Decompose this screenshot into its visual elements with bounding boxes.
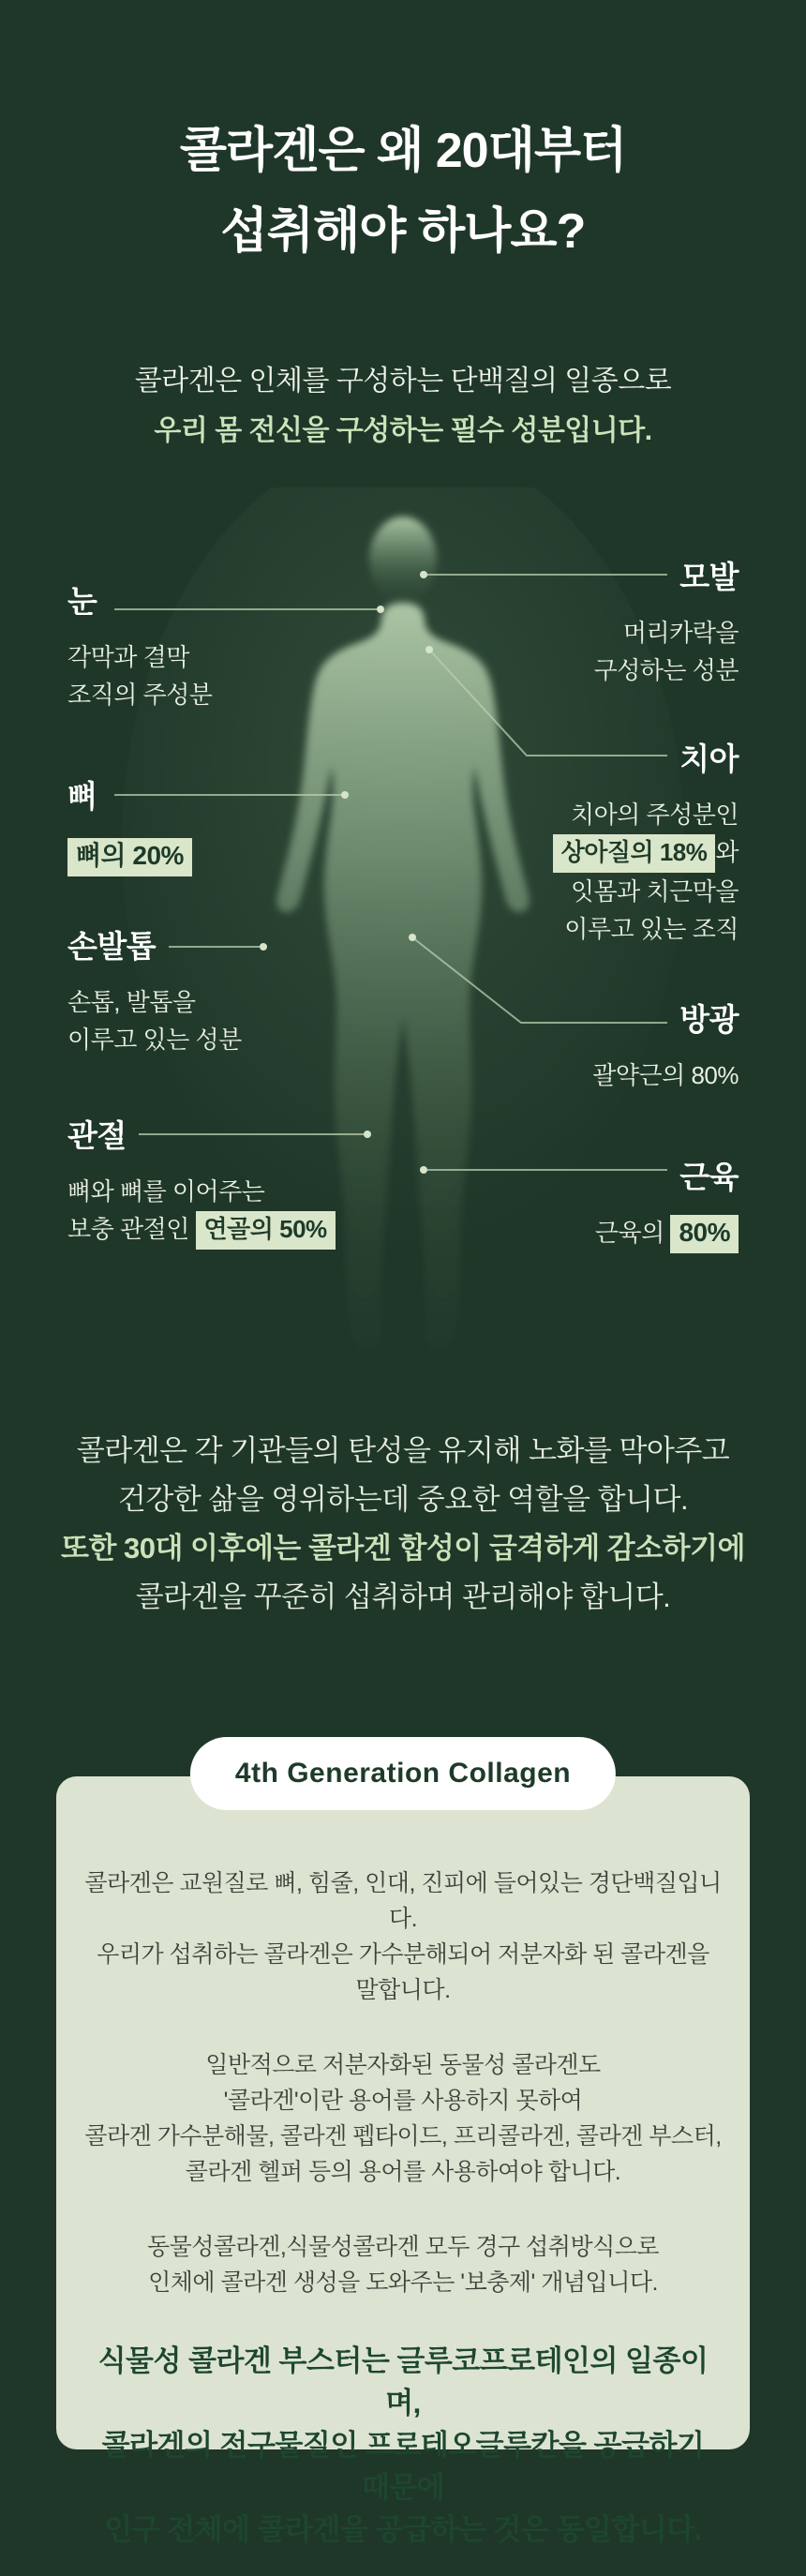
organ-desc-teeth [553, 796, 739, 948]
card-p2-line1: 일반적으로 저분자화된 동물성 콜라겐도 [205, 2052, 601, 2078]
organ-label-bone [67, 772, 192, 876]
organ-label-eye [67, 577, 212, 713]
organ-desc-eye-line1: 각막과 결막 [67, 643, 189, 671]
organ-desc-nails-line2: 이루고 있는 성분 [67, 1026, 242, 1054]
generation-badge: 4th Generation Collagen [190, 1737, 616, 1810]
card-p1-line2: 우리가 섭취하는 콜라겐은 가수분해되어 저분자화 된 콜라겐을 말합니다. [97, 1941, 709, 2003]
connector-dot-hair [420, 571, 427, 578]
organ-desc-hair-line1: 머리카락을 [622, 619, 739, 647]
highlight-chip-teeth: 상아질의 18% [553, 834, 716, 873]
page-subtitle [0, 356, 806, 456]
organ-title-bone: 뼈 [67, 779, 97, 814]
card-p2-line2: '콜라겐'이란 용어를 사용하지 못하여 [223, 2088, 583, 2114]
card-p3-line2: 인체에 콜라겐 생성을 도와주는 '보충제' 개념입니다. [148, 2269, 658, 2296]
organ-desc-teeth-line4: 이루고 있는 조직 [564, 915, 739, 943]
mid-paragraph-line2: 건강한 삶을 영위하는데 중요한 역할을 합니다. [117, 1483, 689, 1516]
connector-dot-bladder [409, 934, 416, 941]
organ-title-hair: 모발 [679, 560, 739, 594]
organ-label-nails [67, 922, 242, 1058]
card-p3-line1: 동물성콜라겐,식물성콜라겐 모두 경구 섭취방식으로 [146, 2234, 660, 2260]
organ-title-bladder: 방광 [679, 1002, 739, 1037]
card-p2-line3: 콜라겐 가수분해물, 콜라겐 펩타이드, 프리콜라겐, 콜라겐 부스터, [84, 2123, 722, 2149]
organ-desc-muscle [595, 1214, 739, 1253]
page-title-line1: 콜라겐은 왜 20대부터 [179, 124, 627, 178]
organ-desc-nails [67, 983, 242, 1058]
organ-desc-muscle-line1 [595, 1214, 739, 1253]
card-paragraph-1 [84, 1865, 722, 2008]
mid-paragraph-line1: 콜라겐은 각 기관들의 탄성을 유지해 노화를 막아주고 [76, 1434, 730, 1467]
organ-desc-muscle-prefix: 근육의 [594, 1219, 671, 1247]
highlight-chip-muscle: 80% [670, 1215, 739, 1253]
organ-desc-joint-line2 [67, 1210, 336, 1250]
organ-label-muscle [595, 1153, 739, 1253]
card-paragraph-2 [84, 2047, 722, 2190]
organ-title-joint: 관절 [67, 1118, 127, 1153]
page-title-line2: 섭취해야 하나요? [220, 204, 586, 259]
organ-desc-bladder-line1: 괄약근의 80% [592, 1061, 739, 1089]
card-p4-line1: 식물성 콜라겐 부스터는 글루코프로테인의 일종이며, [97, 2344, 709, 2419]
card-paragraph-3 [84, 2229, 722, 2300]
organ-desc-teeth-line1: 치아의 주성분인 [570, 801, 739, 829]
card-p1-line1: 콜라겐은 교원질로 뼈, 힘줄, 인대, 진피에 들어있는 경단백질입니다. [84, 1870, 722, 1932]
organ-title-muscle: 근육 [679, 1160, 739, 1194]
organ-title-teeth: 치아 [679, 741, 739, 776]
connector-dot-eye [377, 606, 384, 613]
organ-desc-joint-prefix: 보충 관절인 [67, 1215, 196, 1243]
card-p2-line4: 콜라겐 헬퍼 등의 용어를 사용하여야 합니다. [185, 2159, 621, 2185]
organ-label-bladder [592, 996, 739, 1094]
organ-desc-teeth-suffix: 와 [715, 838, 739, 866]
organ-desc-teeth-line2 [553, 833, 739, 873]
connector-dot-teeth [425, 646, 433, 653]
mid-paragraph-line3: 또한 30대 이후에는 콜라겐 합성이 급격하게 감소하기에 [61, 1532, 745, 1565]
organ-desc-joint [67, 1173, 336, 1250]
mid-paragraph [0, 1427, 806, 1622]
organ-desc-teeth-line3: 잇몸과 치근막을 [570, 877, 739, 906]
page-subtitle-line1: 콜라겐은 인체를 구성하는 단백질의 일종으로 [134, 366, 672, 397]
page-subtitle-line2: 우리 몸 전신을 구성하는 필수 성분입니다. [154, 415, 652, 446]
organ-label-teeth [553, 735, 739, 948]
mid-paragraph-line4: 콜라겐을 꾸준히 섭취하며 관리해야 합니다. [135, 1580, 671, 1613]
highlight-chip-bone: 뼈의 20% [67, 838, 192, 876]
organ-title-nails: 손발톱 [67, 929, 157, 964]
card-p4-line3: 인구 전체에 콜라겐을 공급하는 것은 동일합니다. [104, 2513, 702, 2546]
organ-desc-eye-line2: 조직의 주성분 [67, 681, 213, 709]
organ-desc-bladder [592, 1056, 739, 1094]
collagen-info-card [56, 1776, 750, 2546]
organ-desc-hair [594, 614, 739, 689]
organ-desc-nails-line1: 손톱, 발톱을 [67, 988, 196, 1016]
organ-label-hair [594, 553, 739, 689]
connector-dot-muscle [420, 1166, 427, 1174]
card-p4-line2: 콜라겐의 전구물질인 프로테오글루칸을 공급하기 때문에 [101, 2429, 705, 2504]
connector-dot-joint [364, 1131, 371, 1138]
connector-dot-bone [341, 791, 349, 799]
highlight-chip-joint: 연골의 50% [196, 1211, 336, 1250]
card-paragraph-4 [84, 2340, 722, 2551]
organ-title-eye: 눈 [67, 584, 97, 619]
organ-desc-bone [67, 837, 192, 876]
page-title [0, 111, 806, 272]
organ-desc-hair-line2: 구성하는 성분 [593, 656, 739, 684]
organ-desc-eye [67, 638, 212, 713]
connector-dot-nails [260, 943, 267, 951]
organ-label-joint [67, 1112, 336, 1250]
organ-desc-joint-line1: 뼈와 뼈를 이어주는 [67, 1177, 265, 1206]
